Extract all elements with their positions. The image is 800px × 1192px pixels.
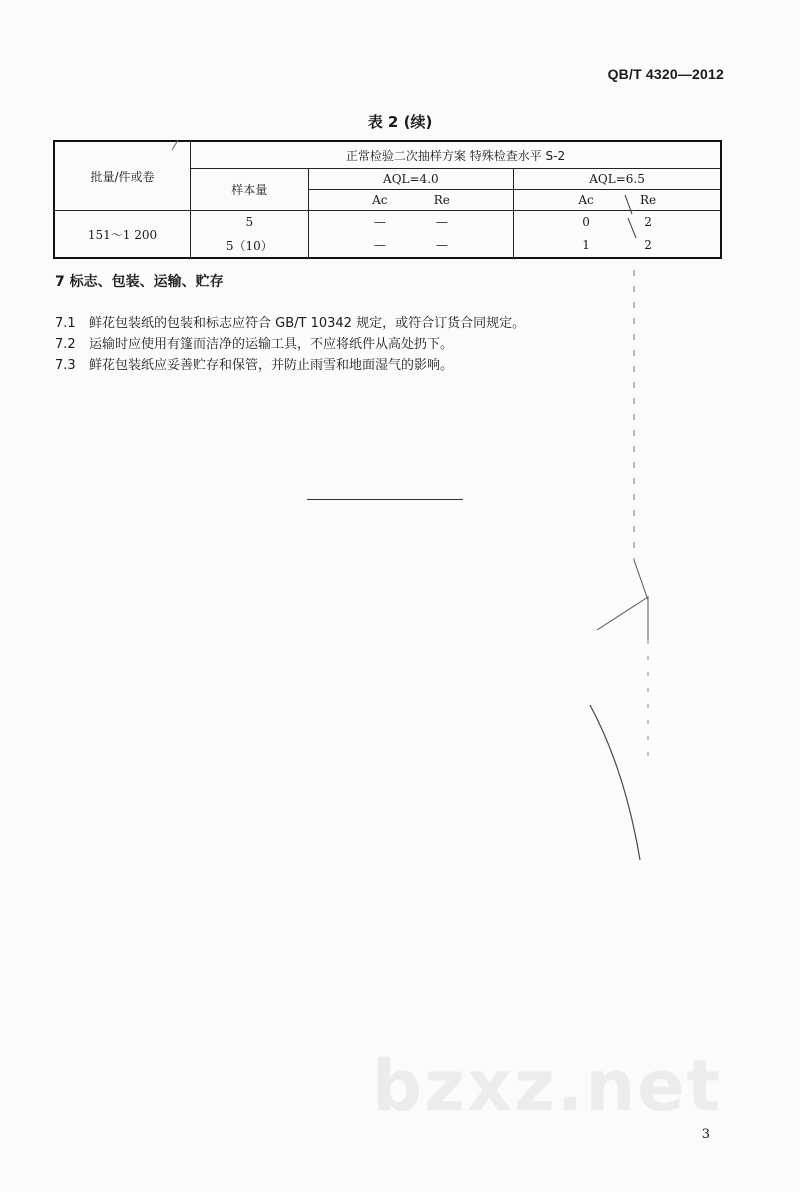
scan-line (597, 597, 648, 640)
table-cell-lot: 151～1 200 (54, 211, 190, 259)
clause-text: 鲜花包装纸应妥善贮存和保管，并防止雨雪和地面湿气的影响。 (89, 358, 454, 373)
table-cell-ac: — (373, 215, 386, 230)
table-cell-ac: 0 (582, 215, 590, 230)
scan-line (634, 560, 648, 600)
clause-text: 运输时应使用有篷而洁净的运输工具，不应将纸件从高处扔下。 (89, 337, 454, 352)
section-heading: 7 标志、包装、运输、贮存 (55, 274, 224, 290)
table-cell-re: — (435, 215, 448, 230)
header-re: Re (639, 193, 657, 207)
scan-line (625, 195, 632, 214)
header-aql-4: AQL=4.0 (308, 169, 513, 190)
header-lot-size: 批量/件或卷 (54, 141, 190, 211)
clause-number: 7.1 (55, 316, 76, 331)
header-ac: Ac (578, 193, 594, 207)
header-ac: Ac (372, 193, 388, 207)
scan-line (628, 218, 636, 238)
table-title: 表 2 (续) (367, 113, 433, 131)
table-cell-ac: 1 (582, 238, 590, 253)
header-sample-size: 样本量 (190, 169, 308, 211)
table-cell-ac: — (373, 238, 386, 253)
clause-number: 7.2 (55, 337, 76, 352)
clause-number: 7.3 (55, 358, 76, 373)
table-cell-sample: 5（10） (190, 234, 308, 258)
header-re: Re (433, 193, 450, 207)
page-number: 3 (701, 1127, 710, 1142)
header-aql-6-5: AQL=6.5 (514, 169, 721, 190)
clause-text: 鲜花包装纸的包装和标志应符合 GB/T 10342 规定，或符合订货合同规定。 (89, 316, 526, 331)
table-cell-re: — (435, 238, 448, 253)
table-cell-re: 2 (644, 215, 652, 230)
scan-line (172, 140, 178, 150)
scan-line (590, 705, 640, 860)
standard-number: QB/T 4320—2012 (607, 66, 724, 82)
header-plan-title: 正常检验二次抽样方案 特殊检查水平 S-2 (190, 141, 721, 169)
watermark: bzxz.net (372, 1045, 723, 1127)
table-cell-re: 2 (644, 238, 652, 253)
table-cell-sample: 5 (190, 211, 308, 234)
